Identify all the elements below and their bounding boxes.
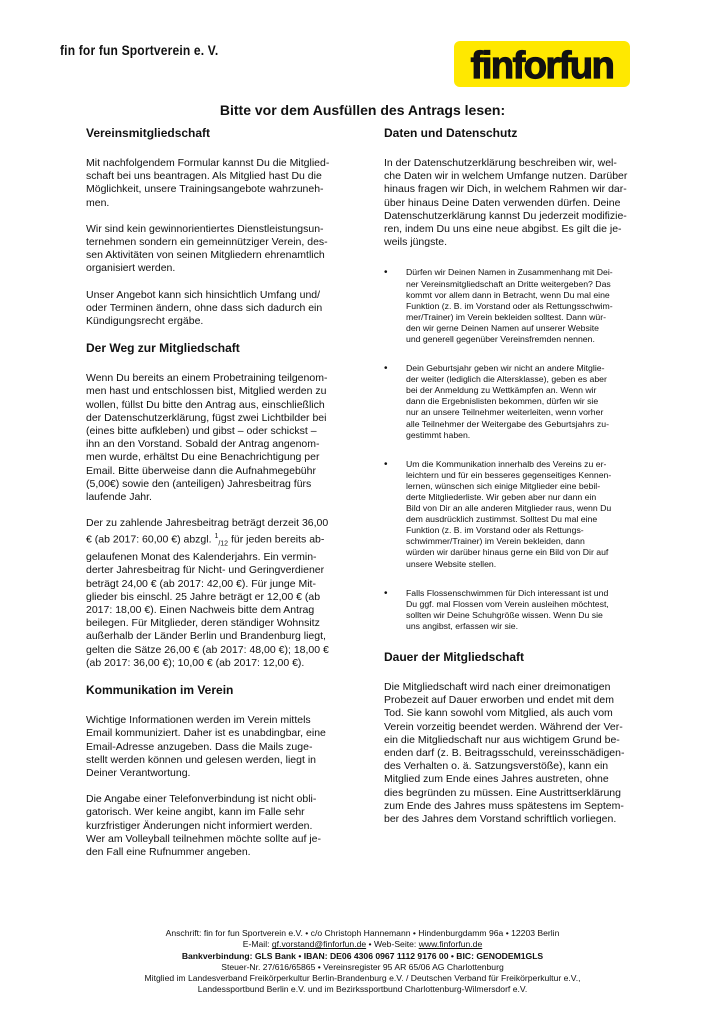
fraction-denominator: /12 bbox=[218, 541, 229, 549]
section-vereinsmitgliedschaft bbox=[86, 126, 346, 328]
web-label: • Web-Seite: bbox=[366, 939, 419, 950]
consent-list bbox=[384, 267, 636, 632]
section-datenschutz bbox=[384, 126, 636, 632]
page-title: Bitte vor dem Ausfüllen des Antrags lesen: bbox=[219, 102, 506, 118]
finforfun-logo bbox=[452, 38, 632, 90]
list-item-text: Dein Geburtsjahr geben wir nicht an andere Mitglie- der weiter (lediglich die Altersklasse), geben es aber bei der Anmeldung zu Wettkämpfen an. Wenn wir dann die Ergebnislisten bekommen, dürfen wir sie nur an unsere Teilnehmer weiterleiten, wenn vorher alle Teilnehmer der Weitergabe des Geburtsjahrs zu- gestimmt haben. bbox=[406, 363, 609, 440]
paragraph: Unser Angebot kann sich hinsichtlich Umfang und/ oder Terminen ändern, ohne dass sich dadurch ein Kündigungsrecht ergäbe. bbox=[86, 288, 323, 328]
section-heading: Kommunikation im Verein bbox=[86, 683, 234, 698]
paragraph: Wenn Du bereits an einem Probetraining teilgenom- men hast und entschlossen bist, Mitglied werden zu wollen, füllst Du bitte den Antrag aus, einschließlich der Datenschutzerklärung, fügst zwei Lichtbilder bei (eines bitte aufkleben) und gibst – oder schickst – ihn an den Vorstand. Sobald der Antrag angenom- men wurde, erhältst Du eine Benachrichtigung per Email. Bitte überweise dann die Aufnahmegebühr (5,00€) sowie den (anteiligen) Jahresbeitrag fürs laufende Jahr. bbox=[86, 372, 328, 504]
footer bbox=[0, 928, 725, 996]
paragraph-fee bbox=[86, 517, 346, 670]
footer-memberships: Mitglied im Landesverband Freikörperkultur Berlin-Brandenburg e.V. / Deutschen Verband für Freikörperkultur e.V., bbox=[144, 973, 581, 984]
footer-tax: Steuer-Nr. 27/616/65865 • Vereinsregister 95 AR 65/06 AG Charlottenburg bbox=[221, 961, 504, 972]
section-heading: Dauer der Mitgliedschaft bbox=[384, 650, 525, 665]
section-weg-zur-mitgliedschaft bbox=[86, 341, 346, 670]
section-heading: Daten und Datenschutz bbox=[384, 126, 518, 140]
bullet-icon: • bbox=[384, 458, 388, 470]
paragraph: Wichtige Informationen werden im Verein mittels Email kommuniziert. Daher ist es unabdingbar, eine Email-Adresse anzugeben. Dass die Mails zuge- stellt werden können und gelesen werden, liegt in Deiner Verantwortung. bbox=[86, 714, 326, 779]
section-dauer bbox=[384, 650, 636, 826]
bullet-icon: • bbox=[384, 267, 388, 279]
footer-contact bbox=[0, 939, 725, 950]
list-item bbox=[384, 267, 636, 345]
list-item bbox=[384, 363, 636, 441]
footer-bank: Bankverbindung: GLS Bank • IBAN: DE06 4306 0967 1112 9176 00 • BIC: GENODEM1GLS bbox=[181, 950, 544, 961]
paragraph: Die Mitgliedschaft wird nach einer dreimonatigen Probezeit auf Dauer erworben und endet mit dem Tod. Sie kann sowohl vom Mitglied, als auch vom Verein vorzeitig beendet werden. Während der Ver- ein die Mitgliedschaft nur aus wichtigem Grund be- enden darf (z. B. Beitragsschuld, vereinsschädigen- des Verhalten o. ä. Satzungsverstöße), kann ein Mitglied zum Ende eines Jahres austreten, ohne dies begründen zu müssen. Eine Austrittserklärung zum Ende des Jahres muss spätestens im Septem- ber des Jahres dem Vorstand schriftlich vorliegen. bbox=[384, 681, 625, 826]
section-kommunikation bbox=[86, 683, 346, 859]
list-item bbox=[384, 588, 636, 632]
fee-text-a: Der zu zahlende Jahresbeitrag beträgt derzeit 36,00 € (ab 2017: 60,00 €) abzgl. bbox=[86, 517, 329, 546]
website-link[interactable]: www.finforfun.de bbox=[418, 939, 483, 950]
section-heading: Der Weg zur Mitgliedschaft bbox=[86, 341, 240, 356]
paragraph: Mit nachfolgendem Formular kannst Du die Mitglied- schaft bei uns beantragen. Als Mitglied hast Du die Möglichkeit, unsere Trainingsangebote wahrzuneh- men. bbox=[86, 157, 330, 209]
list-item-text: Um die Kommunikation innerhalb des Vereins zu er- leichtern und für ein besseres gegenseitiges Kennen- lernen, wünschen sich einige Mitglieder eine bebil- derte Mitgliederliste. Wir geben aber nur dann ein Bild von Dir an alle anderen Mitglieder raus, wenn Du dem ausdrücklich zustimmst. Solltest Du mal eine Funktion (z. B. im Vorstand oder als Rettungs- schwimmer/Trainer) im Verein bekleiden, dann würden wir darüber hinaus gerne ein Bild von Dir auf unsere Website stellen. bbox=[406, 458, 612, 569]
list-item-text: Falls Flossenschwimmen für Dich interessant ist und Du ggf. mal Flossen vom Verein ausleihen möchtest, sollten wir Deine Schuhgröße wissen. Wenn Du sie uns angibst, erfassen wir sie. bbox=[406, 587, 609, 631]
section-heading: Vereinsmitgliedschaft bbox=[86, 126, 211, 140]
bullet-icon: • bbox=[384, 587, 388, 599]
right-column bbox=[384, 126, 636, 839]
email-label: E-Mail: bbox=[242, 939, 272, 950]
left-column bbox=[86, 126, 346, 872]
paragraph: Die Angabe einer Telefonverbindung ist nicht obli- gatorisch. Wer keine angibt, kann im Falle sehr kurzfristiger Änderungen nicht informiert werden. Wer am Volleyball teilnehmen möchte sollte auf je- den Fall eine Rufnummer angeben. bbox=[86, 793, 322, 858]
club-name: fin for fun Sportverein e. V. bbox=[60, 42, 219, 58]
bullet-icon: • bbox=[384, 363, 388, 375]
list-item-text: Dürfen wir Deinen Namen in Zusammenhang mit Dei- ner Vereinsmitgliedschaft an Dritte weitergeben? Das kommt vor allem dann in Betracht, wenn Du mal eine Funktion (z. B. im Vorstand oder als Rettungsschwim- mer/Trainer) im Verein bekleiden solltest. Dann wür- den wir gerne Deinen Namen auf unserer Website und generell gegenüber Vereinsfremden nennen. bbox=[406, 267, 613, 344]
fraction-numerator: 1 bbox=[214, 533, 219, 541]
paragraph: In der Datenschutzerklärung beschreiben wir, wel- che Daten wir in welchem Umfange nutzen. Darüber hinaus fragen wir Dich, in welchem Rahmen wir dar- über hinaus Deine Daten verwenden dürfen. Deine Datenschutzerklärung kannst Du jederzeit modifizie- ren, indem Du uns eine neue abgibst. Es gilt die je- weils jüngste. bbox=[384, 157, 628, 249]
footer-memberships-cont: Landessportbund Berlin e.V. und im Bezirkssportbund Charlottenburg-Wilmersdorf e.V. bbox=[197, 984, 528, 995]
svg-text:finforfun: finforfun bbox=[470, 45, 614, 87]
fee-text-b: für jeden bereits ab- gelaufenen Monat des Kalenderjahrs. Ein vermin- derter Jahresbeitrag für Nicht- und Geringverdiener beträgt 24,00 € (ab 2017: 42,00 €). Für junge Mit- glieder bis einschl. 25 Jahre beträgt er 12,00 € (ab 2017: 18,00 €). Einen Nachweis bitte dem Antrag beilegen. Für Mitglieder, deren ständiger Wohnsitz außerhalb der Länder Berlin und Brandenburg liegt, gelten die Sätze 26,00 € (ab 2017: 48,00 €); 18,00 € (ab 2017: 36,00 €); 10,00 € (ab 2017: 12,00 €). bbox=[86, 533, 329, 669]
footer-address: Anschrift: fin for fun Sportverein e.V. • c/o Christoph Hannemann • Hindenburgdamm 96a • 12203 Berlin bbox=[165, 928, 560, 938]
paragraph: Wir sind kein gewinnorientiertes Dienstleistungsun- ternehmen sondern ein gemeinnütziger Verein, des- sen Aktivitäten von seinen Mitgliedern ehrenamtlich organisiert werden. bbox=[86, 222, 328, 275]
list-item bbox=[384, 459, 636, 570]
email-link[interactable]: gf.vorstand@finforfun.de bbox=[271, 939, 367, 950]
